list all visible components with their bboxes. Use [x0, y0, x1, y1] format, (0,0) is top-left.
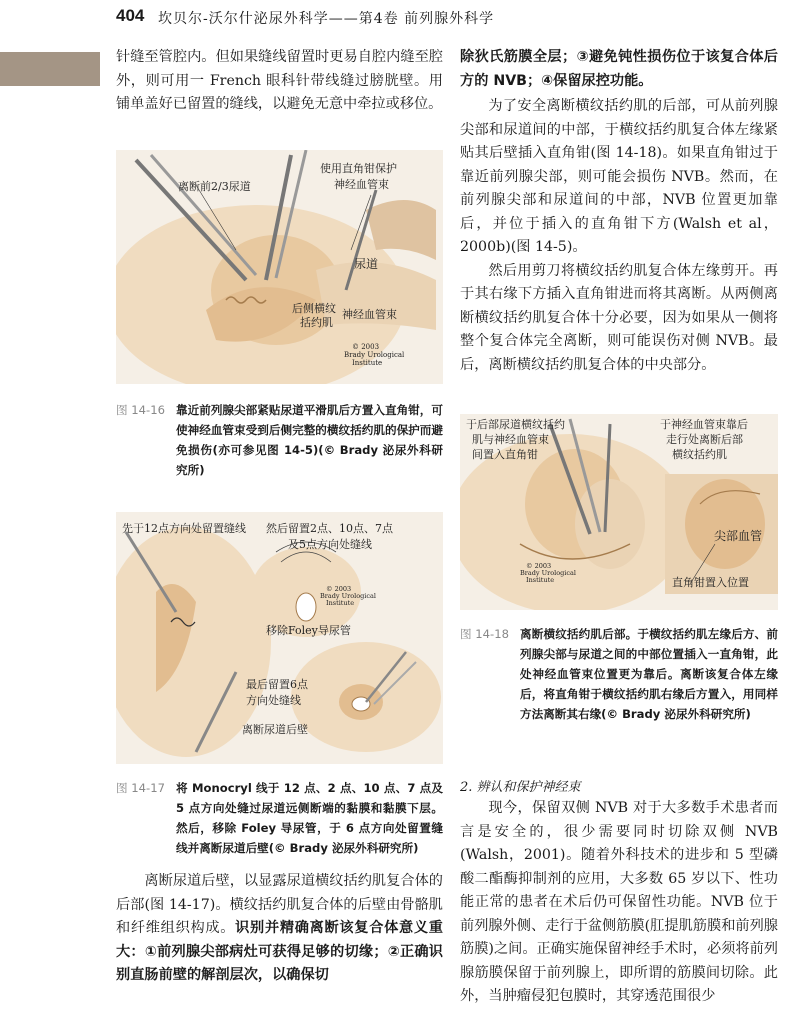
caption-14-17-text: 将 Monocryl 线于 12 点、2 点、10 点、7 点及 5 点方向处缝过尿道远侧断端的黏膜和黏膜下层。然后，移除 Foley 导尿管，于 6 点方向处留置缝线并离断尿道后壁(© Brady 泌尿外科研究所) [176, 781, 443, 855]
caption-14-17-id: 图 14-17 [116, 781, 165, 795]
fig16-copyright-line1: © 2003 [352, 343, 380, 351]
left-paragraph-top: 针缝至管腔内。但如果缝线留置时更易自腔内缝至腔外，则可用一 French 眼科针带线缝过膀胱壁。用铺单盖好已留置的缝线，以避免无意中牵拉或移位。 [116, 49, 443, 112]
fig17-label-last-1: 最后留置6点 [246, 678, 308, 691]
figure-14-18 [460, 414, 778, 610]
caption-14-16-id: 图 14-16 [116, 403, 165, 417]
caption-14-16 [116, 400, 443, 484]
fig16-label-cut-urethra: 离断前2/3尿道 [178, 180, 251, 193]
caption-14-18 [460, 624, 778, 748]
right-column-top [460, 46, 778, 377]
caption-14-18-id: 图 14-18 [460, 627, 509, 641]
section-heading: 2. 辨认和保护神经束 [460, 780, 581, 795]
fig17-label-then-1: 然后留置2点、10点、7点 [266, 522, 393, 535]
caption-14-18-text: 离断横纹括约肌后部。于横纹括约肌左缘后方、前列腺尖部与尿道之间的中部位置插入一直角钳，此处神经血管束位置更为靠后。离断该复合体左缘后，将直角钳于横纹括约肌右缘后方置入，用同样方法离断其右缘(© Brady 泌尿外科研究所) [520, 627, 778, 721]
fig16-label-post-striated-2: 括约肌 [300, 316, 333, 329]
fig17-label-cut-post: 离断尿道后壁 [242, 723, 308, 736]
left-column [116, 46, 443, 117]
page-number: 404 [116, 6, 145, 25]
fig18-label-right-3: 横纹括约肌 [672, 448, 727, 461]
figure-14-17 [116, 512, 443, 764]
left-paragraph-bottom-normal: 离断尿道后壁，以显露尿道横纹括约肌复合体的后部(图 14-17)。横纹括约肌复合体的后壁由骨骼肌和纤维组织构成。 [116, 873, 443, 936]
fig16-copyright-line3: Institute [352, 359, 383, 367]
left-column-bottom [116, 870, 443, 988]
fig18-copyright-line3: Institute [526, 576, 555, 584]
running-title: 坎贝尔-沃尔什泌尿外科学——第4卷 前列腺外科学 [158, 11, 495, 27]
fig18-label-left-3: 间置入直角钳 [472, 448, 538, 461]
fig18-label-right-2: 走行处离断后部 [666, 433, 743, 446]
fig16-copyright-line2: Brady Urological [344, 351, 405, 359]
right-paragraph-3: 然后用剪刀将横纹括约肌复合体左缘剪开。再于其右缘下方插入直角钳进而将其离断。从两侧离断横纹括约肌复合体十分必要，因为如果从一侧将整个复合体完全离断，则可能误伤对侧 NVB。最后，离断横纹括约肌复合体的中央部分。 [460, 262, 778, 373]
caption-14-17 [116, 778, 443, 862]
figure-14-16-illustration [116, 150, 443, 384]
fig18-label-right-1: 于神经血管束靠后 [660, 418, 748, 431]
fig17-label-then-2: 及5点方向处缝线 [288, 538, 372, 551]
fig16-label-post-striated-1: 后侧横纹 [292, 302, 336, 315]
fig18-label-apex-vessel: 尖部血管 [714, 529, 763, 543]
fig17-label-remove-foley: 移除Foley导尿管 [266, 624, 351, 637]
chapter-side-tab [0, 52, 100, 86]
fig17-label-first-12: 先于12点方向处留置缝线 [122, 522, 246, 535]
fig18-copyright-line2: Brady Urological [520, 569, 576, 577]
right-paragraph-4: 现今，保留双侧 NVB 对于大多数手术患者而言是安全的，很少需要同时切除双侧 NVB (Walsh，2001)。随着外科技术的进步和 5 型磷酸二酯酶抑制剂的应用，大多数 65 岁以下、性功能正常的患者在术后仍可保留性功能。NVB 位于前列腺外侧、走行于盆侧筋膜(肛提肌筋膜和前列腺筋膜)之间。正确实施保留神经手术时，必须将前列腺筋膜保留于前列腺上，即所谓的筋膜间切除。此外，当肿瘤侵犯包膜时，其穿透范围很少 [460, 800, 778, 1004]
caption-14-16-text: 靠近前列腺尖部紧贴尿道平滑肌后方置入直角钳，可使神经血管束受到后侧完整的横纹括约肌的保护而避免损伤(亦可参见图 14-5)(© Brady 泌尿外科研究所) [176, 403, 443, 477]
page-header [0, 0, 790, 36]
fig18-label-left-1: 于后部尿道横纹括约 [466, 418, 565, 431]
fig16-label-nerve-bundle-1: 神经血管束 [334, 178, 389, 191]
fig17-label-last-2: 方向处缝线 [246, 694, 301, 707]
fig16-label-use-clamp: 使用直角钳保护 [320, 162, 397, 175]
fig16-label-urethra: 尿道 [354, 257, 379, 271]
figure-14-18-illustration [460, 414, 778, 610]
fig17-copyright-line1: © 2003 [326, 585, 352, 593]
fig17-copyright-line2: Brady Urological [320, 592, 376, 600]
fig18-copyright-line1: © 2003 [526, 562, 552, 570]
figure-14-16 [116, 150, 443, 384]
right-column-bottom [460, 770, 778, 1009]
right-paragraph-top-bold: 除狄氏筋膜全层；③避免钝性损伤位于该复合体后方的 NVB；④保留尿控功能。 [460, 49, 778, 89]
left-paragraph-bottom [116, 870, 443, 988]
right-paragraph-2: 为了安全离断横纹括约肌的后部，可从前列腺尖部和尿道间的中部，于横纹括约肌复合体左缘紧贴其后壁插入直角钳(图 14-18)。如果直角钳过于靠近前列腺尖部，则可能会损伤 NVB。然而，在前列腺尖部和尿道间的中部，NVB 位置更加靠后，并位于插入的直角钳下方(Walsh et al，2000b)(图 14-5)。 [460, 98, 778, 255]
fig17-copyright-line3: Institute [326, 599, 355, 607]
fig18-label-left-2: 肌与神经血管束 [472, 433, 549, 446]
fig16-label-nerve-bundle-2: 神经血管束 [342, 308, 397, 321]
figure-14-17-illustration [116, 512, 443, 764]
fig18-label-clamp-pos: 直角钳置入位置 [672, 576, 749, 589]
left-paragraph-bottom-bold: 识别并精确离断该复合体意义重大：①前列腺尖部病灶可获得足够的切缘；②正确识别直肠前壁的解剖层次，以确保切 [116, 920, 443, 983]
